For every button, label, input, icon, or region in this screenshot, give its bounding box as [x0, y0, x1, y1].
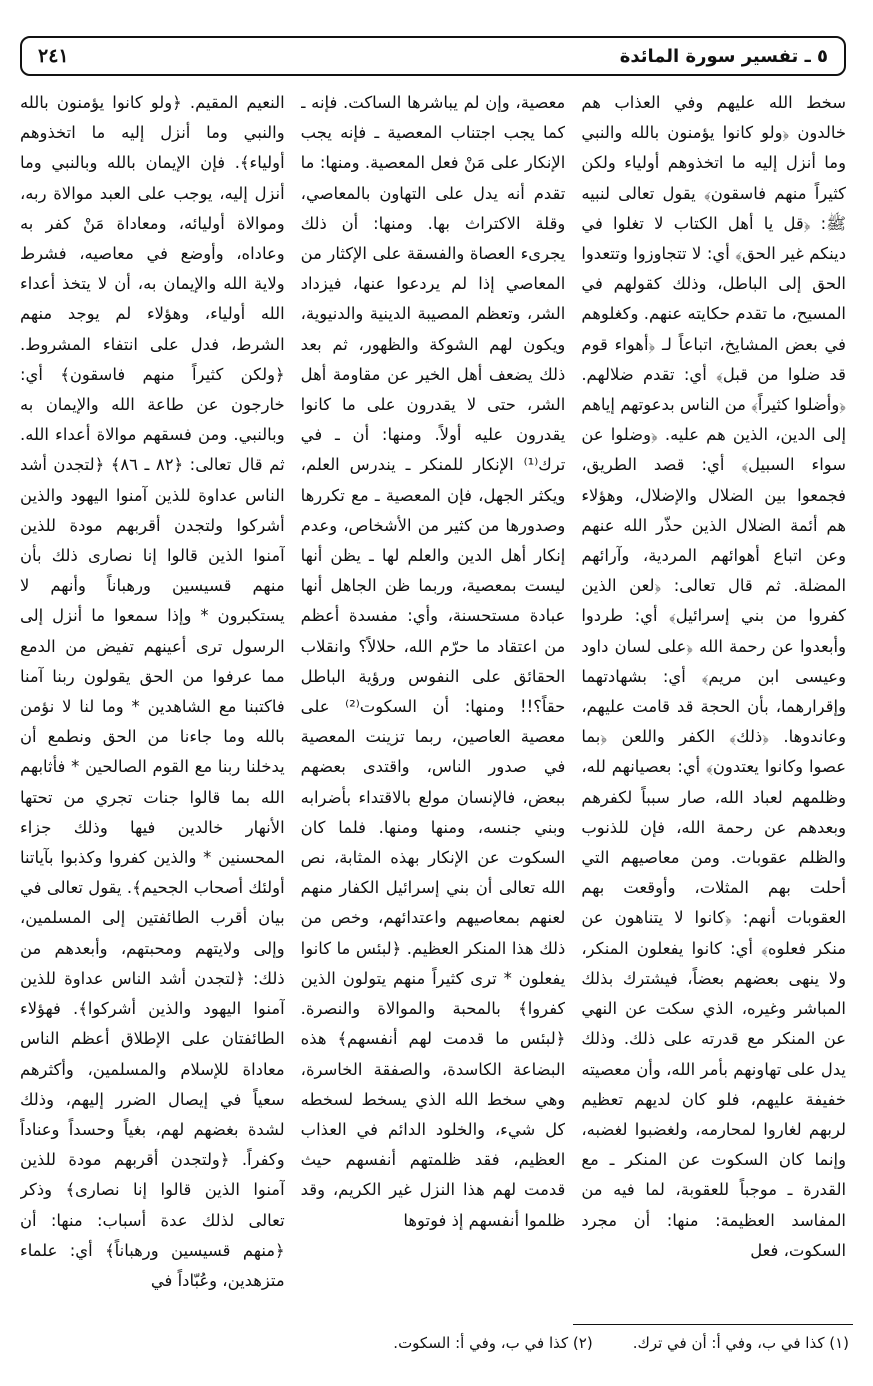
column-middle — [301, 88, 566, 1320]
column-middle-text: معصية، وإن لم يباشرها الساكت. فإنه ـ كما يجب اجتناب المعصية ـ فإنه يجب الإنكار على مَنْ فعل المعصية. ومنها: ما تقدم أنه يدل على التهاون بالمعاصي، وقلة الاكتراث بها. ومنها: أن ذلك يجرىء العصاة والفسقة على الإكثار من المعاصي إذا لم يردعوا عنها، فيزداد الشر، وتعظم المصيبة الدينية والدنيوية، ويكون لهم الشوكة والظهور، ثم بعد ذلك يضعف أهل الخير عن مقاومة أهل الشر، حتى لا يقدرون على ما كانوا يقدرون عليه أولاً. ومنها: أن ـ في ترك⁽¹⁾ الإنكار للمنكر ـ يندرس العلم، ويكثر الجهل، فإن المعصية ـ مع تكررها وصدورها من كثير من الأشخاص، وعدم إنكار أهل الدين والعلم لها ـ يظن أنها ليست بمعصية، وربما ظن الجاهل أنها عبادة مستحسنة، وأي: مفسدة أعظم من اعتقاد ما حرّم الله، حلالاً؟ وانقلاب الحقائق على النفوس ورؤية الباطل حقاً؟!! ومنها: أن السكوت⁽²⁾ على معصية العاصين، ربما تزينت المعصية في صدور الناس، واقتدى بعضهم ببعض، فالإنسان مولع بالاقتداء بأضرابه وبني جنسه، ومنها ومنها. فلما كان السكوت عن الإنكار بهذه المثابة، نص الله تعالى أن بني إسرائيل الكفار منهم لعنهم بمعاصيهم واعتدائهم، وخص من ذلك هذا المنكر العظيم. ﴿لبئس ما كانوا يفعلون * ترى كثيراً منهم يتولون الذين كفروا﴾ بالمحبة والموالاة والنصرة. ﴿لبئس ما قدمت لهم أنفسهم﴾ هذه البضاعة الكاسدة، والصفقة الخاسرة، وهي سخط الله الذي يسخط لسخطه كل شيء، والخلود الدائم في العذاب العظيم، فقد ظلمتهم أنفسهم حيث قدمت لهم هذا النزل غير الكريم، وقد ظلموا أنفسهم إذ فوتوها — [300, 93, 566, 1230]
footnote-1: (١) كذا في ب، وفي أ: أن في ترك. — [632, 1334, 849, 1352]
running-header — [20, 36, 846, 76]
footnotes — [29, 1330, 849, 1356]
footnote-divider — [573, 1324, 853, 1325]
column-left — [20, 88, 285, 1320]
surah-title: ٥ ـ تفسير سورة المائدة — [619, 45, 828, 67]
column-right-text: سخط الله عليهم وفي العذاب هم خالدون ﴿ولو كانوا يؤمنون بالله والنبي وما أنزل إليه ما اتخذوهم أولياء ولكن كثيراً منهم فاسقون﴾ يقول تعالى لنبيه ﷺ: ﴿قل يا أهل الكتاب لا تغلوا في دينكم غير الحق﴾ أي: لا تتجاوزوا وتتعدوا الحق إلى الباطل، وذلك كقولهم في المسيح، ما تقدم حكايته عنهم. وكغلوهم في بعض المشايخ، اتباعاً لـ ﴿أهواء قوم قد ضلوا من قبل﴾ أي: تقدم ضلالهم. ﴿وأضلوا كثيراً﴾ من الناس بدعوتهم إياهم إلى الدين، الذين هم عليه. ﴿وضلوا عن سواء السبيل﴾ أي: قصد الطريق، فجمعوا بين الضلال والإضلال، وهؤلاء هم أئمة الضلال الذين حذّر الله عنهم وعن اتباع أهوائهم المردية، وآرائهم المضلة. ثم قال تعالى: ﴿لعن الذين كفروا من بني إسرائيل﴾ أي: طردوا وأبعدوا عن رحمة الله ﴿على لسان داود وعيسى ابن مريم﴾ أي: بشهادتهما وإقرارهما، بأن الحجة قد قامت عليهم، وعاندوها. ﴿ذلك﴾ الكفر واللعن ﴿بما عصوا وكانوا يعتدون﴾ أي: بعصيانهم لله، وظلمهم لعباد الله، صار سبباً لكفرهم وبعدهم عن رحمة الله، فإن للذنوب والظلم عقوبات. ومن معاصيهم التي أحلت بهم المثلات، وأوقعت بهم العقوبات أنهم: ﴿كانوا لا يتناهون عن منكر فعلوه﴾ أي: كانوا يفعلون المنكر، ولا ينهى بعضهم بعضاً، فيشترك بذلك المباشر وغيره، الذي سكت عن النهي عن المنكر مع قدرته على ذلك. وذلك يدل على تهاونهم بأمر الله، وأن معصيته خفيفة عليهم، فلو كان لديهم تعظيم لربهم لغاروا لمحارمه، ولغضبوا لغضبه، وإنما كان السكوت عن المنكر ـ مع القدرة ـ موجباً للعقوبة، لما فيه من المفاسد العظيمة: منها: أن مجرد السكوت، فعل — [581, 93, 846, 1260]
page-number: ٢٤١ — [38, 45, 69, 67]
column-left-text: النعيم المقيم. ﴿ولو كانوا يؤمنون بالله والنبي وما أنزل إليه ما اتخذوهم أولياء﴾. فإن الإيمان بالله وبالنبي وما أنزل إليه، يوجب على العبد موالاة ربه، وموالاة أوليائه، ومعاداة مَنْ كفر به وعاداه، وأوضع في معاصيه، فشرط ولاية الله والإيمان به، أن لا يتخذ أعداء الله أولياء، وهؤلاء لم يوجد منهم الشرط، فدل على انتفاء المشروط. ﴿ولكن كثيراً منهم فاسقون﴾ أي: خارجون عن طاعة الله والإيمان به وبالنبي. ومن فسقهم موالاة أعداء الله. ثم قال تعالى: ﴿٨٢ ـ ٨٦﴾ ﴿لتجدن أشد الناس عداوة للذين آمنوا اليهود والذين أشركوا ولتجدن أقربهم مودة للذين آمنوا الذين قالوا إنا نصارى ذلك بأن منهم قسيسين ورهباناً وأنهم لا يستكبرون * وإذا سمعوا ما أنزل إلى الرسول ترى أعينهم تفيض من الدمع مما عرفوا من الحق يقولون ربنا آمنا فاكتبنا مع الشاهدين * وما لنا لا نؤمن بالله وما جاءنا من الحق ونطمع أن يدخلنا ربنا مع القوم الصالحين * فأثابهم الله بما قالوا جنات تجري من تحتها الأنهار خالدين فيها وذلك جزاء المحسنين * والذين كفروا وكذبوا بآياتنا أولئك أصحاب الجحيم﴾. يقول تعالى في بيان أقرب الطائفتين إلى المسلمين، وإلى ولايتهم ومحبتهم، وأبعدهم من ذلك: ﴿لتجدن أشد الناس عداوة للذين آمنوا اليهود والذين أشركوا﴾. فهؤلاء الطائفتان على الإطلاق أعظم الناس معاداة للإسلام والمسلمين، وأكثرهم سعياً في إيصال الضرر إليهم، وذلك لشدة بغضهم لهم، بغياً وحسداً وعناداً وكفراً. ﴿ولتجدن أقربهم مودة للذين آمنوا الذين قالوا إنا نصارى﴾ وذكر تعالى لذلك عدة أسباب: منها: أن ﴿منهم قسيسين ورهباناً﴾ أي: علماء متزهدين، وعُبّاداً في — [19, 93, 285, 1290]
column-right — [581, 88, 846, 1320]
footnote-2: (٢) كذا في ب، وفي أ: السكوت. — [393, 1334, 593, 1352]
text-columns — [20, 88, 846, 1320]
